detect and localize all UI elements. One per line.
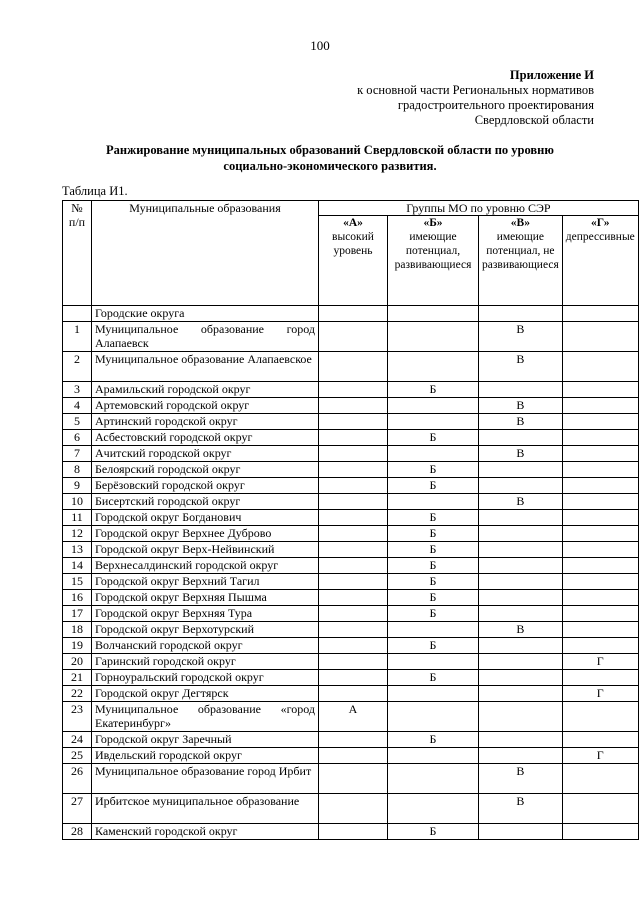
row-number: 18 <box>63 622 92 638</box>
section-label: Городские округа <box>92 306 319 322</box>
municipality-name: Городской округ Богданович <box>92 510 319 526</box>
group-description: имеющие потенциал, развивающиеся <box>394 231 472 271</box>
group-b-cell <box>388 686 479 702</box>
row-number: 4 <box>63 398 92 414</box>
row-number: 15 <box>63 574 92 590</box>
group-g-cell <box>562 670 638 686</box>
group-g-cell: Г <box>562 654 638 670</box>
header-groups-title: Группы МО по уровню СЭР <box>319 201 639 216</box>
document-title-line: социально-экономического развития. <box>223 159 437 173</box>
table-row <box>63 462 639 478</box>
municipality-name: Ирбитское муниципальное образование <box>92 794 319 824</box>
group-v-cell <box>479 558 563 574</box>
group-a-cell <box>319 794 388 824</box>
municipality-name: Волчанский городской округ <box>92 638 319 654</box>
group-description: депрессивные <box>565 231 635 243</box>
municipality-name: Бисертский городской округ <box>92 494 319 510</box>
group-b-cell <box>388 322 479 352</box>
group-g-cell <box>562 574 638 590</box>
group-g-cell <box>562 446 638 462</box>
group-b-cell: Б <box>388 462 479 478</box>
group-g-cell: Г <box>562 686 638 702</box>
group-g-cell <box>562 352 638 382</box>
row-number: 7 <box>63 446 92 462</box>
municipality-name: Городской округ Верхотурский <box>92 622 319 638</box>
group-g-cell: Г <box>562 748 638 764</box>
group-v-cell <box>479 478 563 494</box>
group-g-cell <box>562 794 638 824</box>
appendix-line: Свердловской области <box>474 113 594 127</box>
row-number: 2 <box>63 352 92 382</box>
table-row <box>63 414 639 430</box>
group-g-cell <box>562 526 638 542</box>
row-number: 13 <box>63 542 92 558</box>
row-number: 19 <box>63 638 92 654</box>
table-cell <box>319 306 388 322</box>
group-v-cell <box>479 686 563 702</box>
table-row <box>63 382 639 398</box>
group-b-cell: Б <box>388 510 479 526</box>
group-b-cell <box>388 764 479 794</box>
table-row <box>63 686 639 702</box>
group-g-cell <box>562 606 638 622</box>
group-a-cell <box>319 670 388 686</box>
row-number: 9 <box>63 478 92 494</box>
table-row <box>63 542 639 558</box>
group-letter: «Б» <box>423 217 443 229</box>
municipality-name: Городской округ Верх-Нейвинский <box>92 542 319 558</box>
group-v-cell <box>479 654 563 670</box>
municipality-name: Городской округ Верхняя Пышма <box>92 590 319 606</box>
group-v-cell: В <box>479 622 563 638</box>
row-number: 16 <box>63 590 92 606</box>
table-cell <box>479 306 563 322</box>
group-g-cell <box>562 542 638 558</box>
group-a-cell <box>319 446 388 462</box>
group-b-cell: Б <box>388 574 479 590</box>
group-v-cell: В <box>479 794 563 824</box>
row-number: 6 <box>63 430 92 446</box>
document-title-line: Ранжирование муниципальных образований Свердловской области по уровню <box>106 143 554 157</box>
group-b-cell: Б <box>388 824 479 840</box>
row-number: 20 <box>63 654 92 670</box>
group-b-cell: Б <box>388 590 479 606</box>
group-v-cell <box>479 748 563 764</box>
group-a-cell <box>319 462 388 478</box>
group-g-cell <box>562 478 638 494</box>
group-b-cell <box>388 446 479 462</box>
table-cell <box>562 306 638 322</box>
group-v-cell <box>479 542 563 558</box>
group-a-cell <box>319 748 388 764</box>
group-g-cell <box>562 638 638 654</box>
municipality-name: Муниципальное образование город Ирбит <box>92 764 319 794</box>
group-g-cell <box>562 414 638 430</box>
document-title <box>60 142 600 174</box>
group-v-cell <box>479 574 563 590</box>
header-municipality: Муниципальные образования <box>92 201 319 306</box>
group-g-cell <box>562 398 638 414</box>
section-row <box>63 306 639 322</box>
header-group-v <box>479 216 563 306</box>
municipality-name: Городской округ Верхняя Тура <box>92 606 319 622</box>
table-row <box>63 622 639 638</box>
group-a-cell <box>319 574 388 590</box>
appendix-line: градостроительного проектирования <box>397 98 594 112</box>
row-number: 24 <box>63 732 92 748</box>
group-b-cell: Б <box>388 638 479 654</box>
row-number: 25 <box>63 748 92 764</box>
row-number: 10 <box>63 494 92 510</box>
table-row <box>63 494 639 510</box>
group-v-cell <box>479 732 563 748</box>
group-v-cell: В <box>479 764 563 794</box>
table-caption: Таблица И1. <box>62 184 128 198</box>
table-row <box>63 526 639 542</box>
group-b-cell <box>388 352 479 382</box>
group-a-cell <box>319 542 388 558</box>
group-v-cell: В <box>479 398 563 414</box>
group-g-cell <box>562 558 638 574</box>
row-number: 3 <box>63 382 92 398</box>
table-row <box>63 430 639 446</box>
row-number: 26 <box>63 764 92 794</box>
header-group-b <box>388 216 479 306</box>
municipality-name: Городской округ Верхний Тагил <box>92 574 319 590</box>
municipality-name: Каменский городской округ <box>92 824 319 840</box>
table-row <box>63 638 639 654</box>
row-number: 28 <box>63 824 92 840</box>
group-v-cell <box>479 462 563 478</box>
group-description: высокий уровень <box>332 231 374 257</box>
group-a-cell <box>319 606 388 622</box>
table-row <box>63 558 639 574</box>
group-a-cell <box>319 510 388 526</box>
group-g-cell <box>562 590 638 606</box>
municipality-name: Городской округ Верхнее Дуброво <box>92 526 319 542</box>
municipality-name: Артинский городской округ <box>92 414 319 430</box>
municipality-name: Верхнесалдинский городской округ <box>92 558 319 574</box>
municipality-name: Ивдельский городской округ <box>92 748 319 764</box>
group-v-cell: В <box>479 414 563 430</box>
municipality-name: Муниципальное образование Алапаевское <box>92 352 319 382</box>
row-number: 11 <box>63 510 92 526</box>
group-a-cell <box>319 430 388 446</box>
group-b-cell <box>388 794 479 824</box>
group-g-cell <box>562 430 638 446</box>
table-row <box>63 446 639 462</box>
table-row <box>63 398 639 414</box>
table-row <box>63 794 639 824</box>
appendix-line: к основной части Региональных нормативов <box>357 83 594 97</box>
group-b-cell: Б <box>388 542 479 558</box>
municipality-name: Муниципальное образование город Алапаевск <box>92 322 319 352</box>
municipality-name: Арамильский городской округ <box>92 382 319 398</box>
group-a-cell <box>319 622 388 638</box>
group-b-cell <box>388 748 479 764</box>
group-v-cell <box>479 606 563 622</box>
group-v-cell: В <box>479 352 563 382</box>
row-number: 23 <box>63 702 92 732</box>
group-b-cell: Б <box>388 732 479 748</box>
group-v-cell <box>479 638 563 654</box>
table-row <box>63 748 639 764</box>
group-v-cell <box>479 670 563 686</box>
municipality-name: Артемовский городской округ <box>92 398 319 414</box>
municipality-name: Муниципальное образование «город Екатеринбург» <box>92 702 319 732</box>
row-number: 1 <box>63 322 92 352</box>
table-row <box>63 606 639 622</box>
group-a-cell <box>319 764 388 794</box>
municipality-name: Горноуральский городской округ <box>92 670 319 686</box>
group-v-cell <box>479 510 563 526</box>
municipality-name: Городской округ Дегтярск <box>92 686 319 702</box>
row-number: 5 <box>63 414 92 430</box>
group-a-cell <box>319 686 388 702</box>
appendix-block <box>357 68 594 128</box>
group-g-cell <box>562 322 638 352</box>
table-row <box>63 702 639 732</box>
table-cell <box>388 306 479 322</box>
group-a-cell <box>319 590 388 606</box>
group-g-cell <box>562 732 638 748</box>
group-letter: «А» <box>343 217 363 229</box>
group-v-cell <box>479 702 563 732</box>
table-row <box>63 574 639 590</box>
group-v-cell <box>479 430 563 446</box>
group-b-cell <box>388 654 479 670</box>
municipality-name: Ачитский городской округ <box>92 446 319 462</box>
municipality-name: Гаринский городской округ <box>92 654 319 670</box>
group-b-cell <box>388 494 479 510</box>
group-b-cell <box>388 622 479 638</box>
group-a-cell <box>319 398 388 414</box>
appendix-title: Приложение И <box>509 68 594 82</box>
group-a-cell <box>319 382 388 398</box>
table-cell <box>63 306 92 322</box>
page-number: 100 <box>310 38 330 53</box>
group-a-cell <box>319 824 388 840</box>
table-body <box>63 306 639 840</box>
group-v-cell <box>479 824 563 840</box>
group-a-cell <box>319 732 388 748</box>
group-v-cell: В <box>479 494 563 510</box>
group-b-cell <box>388 414 479 430</box>
group-b-cell: Б <box>388 430 479 446</box>
group-a-cell <box>319 654 388 670</box>
table-row <box>63 670 639 686</box>
municipality-name: Берёзовский городской округ <box>92 478 319 494</box>
row-number: 14 <box>63 558 92 574</box>
group-g-cell <box>562 494 638 510</box>
group-a-cell <box>319 494 388 510</box>
group-g-cell <box>562 622 638 638</box>
group-v-cell: В <box>479 322 563 352</box>
row-number: 12 <box>63 526 92 542</box>
row-number: 21 <box>63 670 92 686</box>
table-row <box>63 764 639 794</box>
group-g-cell <box>562 764 638 794</box>
group-description: имеющие потенциал, не развивающиеся <box>482 231 559 271</box>
header-number: № п/п <box>63 201 92 306</box>
group-g-cell <box>562 510 638 526</box>
group-b-cell <box>388 398 479 414</box>
group-b-cell: Б <box>388 526 479 542</box>
table-row <box>63 510 639 526</box>
group-g-cell <box>562 382 638 398</box>
group-g-cell <box>562 702 638 732</box>
header-group-g <box>562 216 638 306</box>
group-b-cell: Б <box>388 478 479 494</box>
group-a-cell <box>319 352 388 382</box>
table-row <box>63 654 639 670</box>
group-b-cell <box>388 702 479 732</box>
group-a-cell <box>319 478 388 494</box>
group-g-cell <box>562 462 638 478</box>
group-a-cell <box>319 638 388 654</box>
group-v-cell <box>479 590 563 606</box>
table-row <box>63 352 639 382</box>
municipality-name: Асбестовский городской округ <box>92 430 319 446</box>
group-v-cell: В <box>479 446 563 462</box>
group-a-cell <box>319 526 388 542</box>
header-group-a <box>319 216 388 306</box>
row-number: 27 <box>63 794 92 824</box>
group-letter: «В» <box>510 217 530 229</box>
group-g-cell <box>562 824 638 840</box>
group-b-cell: Б <box>388 558 479 574</box>
table-row <box>63 478 639 494</box>
row-number: 22 <box>63 686 92 702</box>
group-a-cell <box>319 414 388 430</box>
municipality-name: Городской округ Заречный <box>92 732 319 748</box>
group-a-cell <box>319 322 388 352</box>
group-b-cell: Б <box>388 606 479 622</box>
group-b-cell: Б <box>388 382 479 398</box>
group-letter: «Г» <box>591 217 610 229</box>
group-a-cell: А <box>319 702 388 732</box>
row-number: 8 <box>63 462 92 478</box>
group-v-cell <box>479 382 563 398</box>
row-number: 17 <box>63 606 92 622</box>
municipality-name: Белоярский городской округ <box>92 462 319 478</box>
table-row <box>63 322 639 352</box>
group-b-cell: Б <box>388 670 479 686</box>
group-v-cell <box>479 526 563 542</box>
table-row <box>63 732 639 748</box>
table-row <box>63 824 639 840</box>
group-a-cell <box>319 558 388 574</box>
table-row <box>63 590 639 606</box>
ranking-table <box>62 200 639 840</box>
